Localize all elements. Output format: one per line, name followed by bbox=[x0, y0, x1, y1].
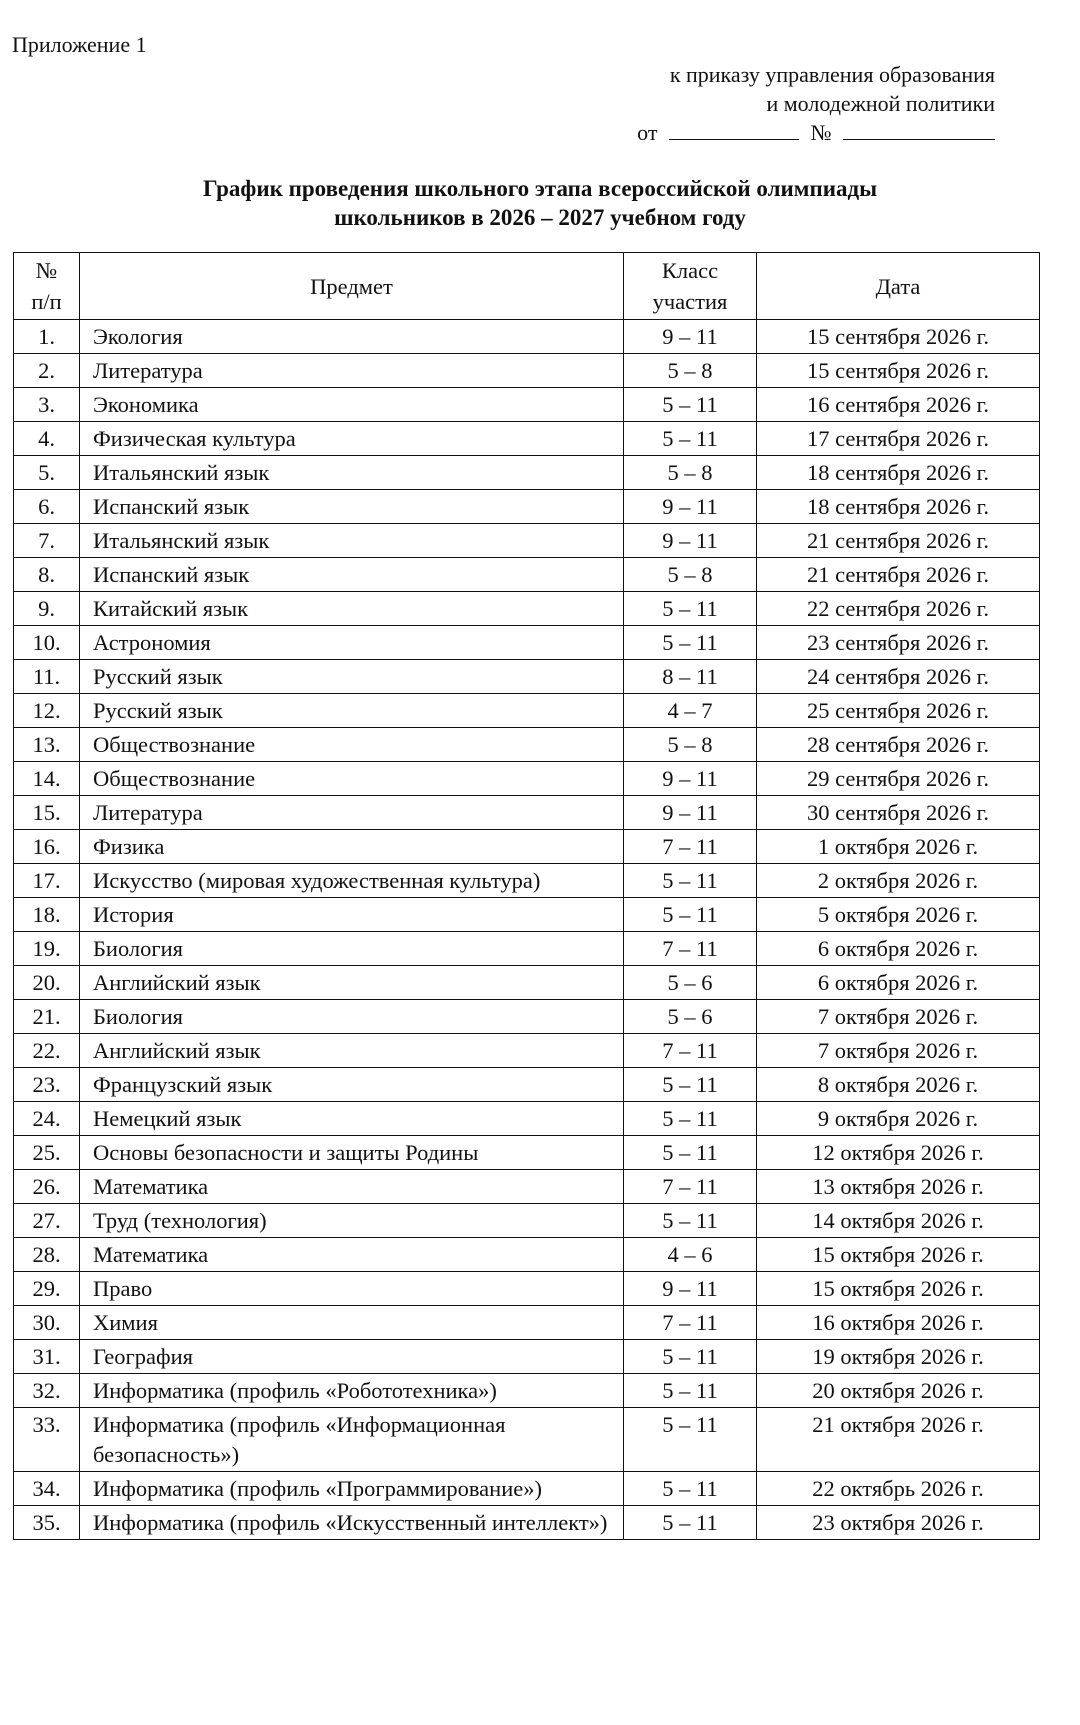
row-number-cell: 33. bbox=[14, 1408, 80, 1472]
subject-cell: Экология bbox=[80, 320, 624, 354]
row-number-cell: 11. bbox=[14, 660, 80, 694]
subject-cell: Астрономия bbox=[80, 626, 624, 660]
column-header-class-line1: Класс bbox=[661, 258, 719, 283]
class-cell: 5 – 11 bbox=[624, 422, 757, 456]
date-cell: 28 сентября 2026 г. bbox=[757, 728, 1040, 762]
row-number-cell: 4. bbox=[14, 422, 80, 456]
table-row bbox=[14, 592, 1040, 626]
table-row bbox=[14, 796, 1040, 830]
date-cell: 15 сентября 2026 г. bbox=[757, 320, 1040, 354]
subject-cell: Право bbox=[80, 1272, 624, 1306]
class-cell: 5 – 11 bbox=[624, 1506, 757, 1540]
date-cell: 5 октября 2026 г. bbox=[757, 898, 1040, 932]
column-header-subject: Предмет bbox=[80, 253, 624, 320]
table-row bbox=[14, 1272, 1040, 1306]
row-number-cell: 7. bbox=[14, 524, 80, 558]
row-number-cell: 8. bbox=[14, 558, 80, 592]
table-row bbox=[14, 1306, 1040, 1340]
table-row bbox=[14, 864, 1040, 898]
date-cell: 23 сентября 2026 г. bbox=[757, 626, 1040, 660]
order-line-1: к приказу управления образования bbox=[669, 62, 995, 87]
date-cell: 1 октября 2026 г. bbox=[757, 830, 1040, 864]
row-number-cell: 5. bbox=[14, 456, 80, 490]
date-cell: 15 сентября 2026 г. bbox=[757, 354, 1040, 388]
row-number-cell: 1. bbox=[14, 320, 80, 354]
date-cell: 6 октября 2026 г. bbox=[757, 932, 1040, 966]
row-number-cell: 24. bbox=[14, 1102, 80, 1136]
title-line-1: График проведения школьного этапа всероссийской олимпиады bbox=[202, 176, 878, 201]
date-cell: 24 сентября 2026 г. bbox=[757, 660, 1040, 694]
date-cell: 22 октябрь 2026 г. bbox=[757, 1472, 1040, 1506]
row-number-cell: 31. bbox=[14, 1340, 80, 1374]
column-header-number-line2: п/п bbox=[31, 289, 62, 314]
column-header-class bbox=[624, 253, 757, 320]
date-cell: 7 октября 2026 г. bbox=[757, 1034, 1040, 1068]
table-row bbox=[14, 1136, 1040, 1170]
table-row bbox=[14, 558, 1040, 592]
table-row bbox=[14, 1204, 1040, 1238]
subject-cell: География bbox=[80, 1340, 624, 1374]
table-header-row bbox=[14, 253, 1040, 320]
class-cell: 5 – 11 bbox=[624, 1204, 757, 1238]
table-row bbox=[14, 830, 1040, 864]
class-cell: 7 – 11 bbox=[624, 1034, 757, 1068]
date-cell: 23 октября 2026 г. bbox=[757, 1506, 1040, 1540]
subject-cell: Обществознание bbox=[80, 762, 624, 796]
class-cell: 9 – 11 bbox=[624, 524, 757, 558]
class-cell: 5 – 11 bbox=[624, 388, 757, 422]
subject-cell: Информатика (профиль «Робототехника») bbox=[80, 1374, 624, 1408]
class-cell: 5 – 11 bbox=[624, 1102, 757, 1136]
table-row bbox=[14, 966, 1040, 1000]
row-number-cell: 25. bbox=[14, 1136, 80, 1170]
date-cell: 6 октября 2026 г. bbox=[757, 966, 1040, 1000]
column-header-number-line1: № bbox=[35, 258, 58, 283]
subject-cell: Немецкий язык bbox=[80, 1102, 624, 1136]
subject-cell: Русский язык bbox=[80, 694, 624, 728]
row-number-cell: 13. bbox=[14, 728, 80, 762]
title-line-2: школьников в 2026 – 2027 учебном году bbox=[334, 205, 746, 230]
document-title bbox=[0, 174, 1080, 232]
row-number-cell: 35. bbox=[14, 1506, 80, 1540]
row-number-cell: 30. bbox=[14, 1306, 80, 1340]
date-cell: 21 октября 2026 г. bbox=[757, 1408, 1040, 1472]
date-cell: 2 октября 2026 г. bbox=[757, 864, 1040, 898]
subject-cell: Испанский язык bbox=[80, 558, 624, 592]
row-number-cell: 10. bbox=[14, 626, 80, 660]
date-cell: 9 октября 2026 г. bbox=[757, 1102, 1040, 1136]
subject-cell: Математика bbox=[80, 1238, 624, 1272]
row-number-cell: 15. bbox=[14, 796, 80, 830]
number-label: № bbox=[810, 120, 832, 145]
class-cell: 8 – 11 bbox=[624, 660, 757, 694]
subject-cell: Литература bbox=[80, 354, 624, 388]
row-number-cell: 29. bbox=[14, 1272, 80, 1306]
column-header-number bbox=[14, 253, 80, 320]
subject-cell: Искусство (мировая художественная культура) bbox=[80, 864, 624, 898]
table-row bbox=[14, 762, 1040, 796]
table-row bbox=[14, 898, 1040, 932]
date-cell: 15 октября 2026 г. bbox=[757, 1272, 1040, 1306]
subject-cell: Французский язык bbox=[80, 1068, 624, 1102]
table-row bbox=[14, 728, 1040, 762]
subject-cell: История bbox=[80, 898, 624, 932]
subject-cell: Информатика (профиль «Искусственный интеллект») bbox=[80, 1506, 624, 1540]
subject-cell: Английский язык bbox=[80, 966, 624, 1000]
column-header-class-line2: участия bbox=[652, 289, 728, 314]
subject-cell: Китайский язык bbox=[80, 592, 624, 626]
row-number-cell: 16. bbox=[14, 830, 80, 864]
row-number-cell: 21. bbox=[14, 1000, 80, 1034]
subject-cell: Итальянский язык bbox=[80, 524, 624, 558]
subject-cell: Физическая культура bbox=[80, 422, 624, 456]
row-number-cell: 23. bbox=[14, 1068, 80, 1102]
row-number-cell: 3. bbox=[14, 388, 80, 422]
order-date-number-line bbox=[637, 118, 995, 147]
subject-cell: Информатика (профиль «Программирование») bbox=[80, 1472, 624, 1506]
class-cell: 5 – 11 bbox=[624, 1472, 757, 1506]
class-cell: 5 – 8 bbox=[624, 354, 757, 388]
subject-cell: Биология bbox=[80, 932, 624, 966]
class-cell: 5 – 11 bbox=[624, 1136, 757, 1170]
subject-cell: Английский язык bbox=[80, 1034, 624, 1068]
class-cell: 5 – 11 bbox=[624, 898, 757, 932]
date-cell: 19 октября 2026 г. bbox=[757, 1340, 1040, 1374]
row-number-cell: 27. bbox=[14, 1204, 80, 1238]
subject-cell: Труд (технология) bbox=[80, 1204, 624, 1238]
table-row bbox=[14, 1408, 1040, 1472]
class-cell: 4 – 7 bbox=[624, 694, 757, 728]
subject-cell: Экономика bbox=[80, 388, 624, 422]
appendix-label: Приложение 1 bbox=[12, 32, 147, 57]
class-cell: 5 – 6 bbox=[624, 1000, 757, 1034]
subject-cell: Химия bbox=[80, 1306, 624, 1340]
row-number-cell: 19. bbox=[14, 932, 80, 966]
date-cell: 16 сентября 2026 г. bbox=[757, 388, 1040, 422]
date-cell: 16 октября 2026 г. bbox=[757, 1306, 1040, 1340]
date-cell: 13 октября 2026 г. bbox=[757, 1170, 1040, 1204]
date-cell: 14 октября 2026 г. bbox=[757, 1204, 1040, 1238]
date-cell: 20 октября 2026 г. bbox=[757, 1374, 1040, 1408]
class-cell: 5 – 8 bbox=[624, 456, 757, 490]
table-row bbox=[14, 1506, 1040, 1540]
class-cell: 7 – 11 bbox=[624, 1170, 757, 1204]
order-line-2: и молодежной политики bbox=[766, 91, 995, 116]
date-cell: 18 сентября 2026 г. bbox=[757, 490, 1040, 524]
date-cell: 29 сентября 2026 г. bbox=[757, 762, 1040, 796]
class-cell: 5 – 11 bbox=[624, 1068, 757, 1102]
table-row bbox=[14, 626, 1040, 660]
subject-cell: Биология bbox=[80, 1000, 624, 1034]
subject-cell: Информатика (профиль «Информационная безопасность») bbox=[80, 1408, 624, 1472]
class-cell: 5 – 11 bbox=[624, 592, 757, 626]
table-row bbox=[14, 1170, 1040, 1204]
table-row bbox=[14, 1472, 1040, 1506]
class-cell: 7 – 11 bbox=[624, 1306, 757, 1340]
date-cell: 7 октября 2026 г. bbox=[757, 1000, 1040, 1034]
class-cell: 9 – 11 bbox=[624, 320, 757, 354]
row-number-cell: 14. bbox=[14, 762, 80, 796]
date-cell: 22 сентября 2026 г. bbox=[757, 592, 1040, 626]
row-number-cell: 22. bbox=[14, 1034, 80, 1068]
column-header-date: Дата bbox=[757, 253, 1040, 320]
from-label: от bbox=[637, 120, 658, 145]
class-cell: 7 – 11 bbox=[624, 830, 757, 864]
row-number-cell: 34. bbox=[14, 1472, 80, 1506]
row-number-cell: 26. bbox=[14, 1170, 80, 1204]
date-cell: 17 сентября 2026 г. bbox=[757, 422, 1040, 456]
class-cell: 4 – 6 bbox=[624, 1238, 757, 1272]
date-cell: 21 сентября 2026 г. bbox=[757, 524, 1040, 558]
class-cell: 5 – 11 bbox=[624, 864, 757, 898]
class-cell: 5 – 11 bbox=[624, 1340, 757, 1374]
row-number-cell: 6. bbox=[14, 490, 80, 524]
table-row bbox=[14, 1068, 1040, 1102]
row-number-cell: 18. bbox=[14, 898, 80, 932]
table-row bbox=[14, 694, 1040, 728]
row-number-cell: 20. bbox=[14, 966, 80, 1000]
table-row bbox=[14, 490, 1040, 524]
row-number-cell: 32. bbox=[14, 1374, 80, 1408]
date-cell: 12 октября 2026 г. bbox=[757, 1136, 1040, 1170]
table-row bbox=[14, 524, 1040, 558]
class-cell: 9 – 11 bbox=[624, 490, 757, 524]
subject-cell: Обществознание bbox=[80, 728, 624, 762]
class-cell: 9 – 11 bbox=[624, 1272, 757, 1306]
date-cell: 21 сентября 2026 г. bbox=[757, 558, 1040, 592]
date-cell: 30 сентября 2026 г. bbox=[757, 796, 1040, 830]
class-cell: 5 – 8 bbox=[624, 558, 757, 592]
class-cell: 7 – 11 bbox=[624, 932, 757, 966]
subject-cell: Основы безопасности и защиты Родины bbox=[80, 1136, 624, 1170]
table-row bbox=[14, 1000, 1040, 1034]
class-cell: 9 – 11 bbox=[624, 762, 757, 796]
class-cell: 5 – 11 bbox=[624, 626, 757, 660]
date-cell: 8 октября 2026 г. bbox=[757, 1068, 1040, 1102]
olympiad-schedule-table bbox=[13, 252, 1040, 1540]
row-number-cell: 9. bbox=[14, 592, 80, 626]
row-number-cell: 17. bbox=[14, 864, 80, 898]
row-number-cell: 28. bbox=[14, 1238, 80, 1272]
table-row bbox=[14, 320, 1040, 354]
table-row bbox=[14, 1374, 1040, 1408]
date-cell: 15 октября 2026 г. bbox=[757, 1238, 1040, 1272]
class-cell: 9 – 11 bbox=[624, 796, 757, 830]
class-cell: 5 – 6 bbox=[624, 966, 757, 1000]
class-cell: 5 – 11 bbox=[624, 1374, 757, 1408]
subject-cell: Испанский язык bbox=[80, 490, 624, 524]
table-row bbox=[14, 1340, 1040, 1374]
subject-cell: Итальянский язык bbox=[80, 456, 624, 490]
subject-cell: Математика bbox=[80, 1170, 624, 1204]
row-number-cell: 12. bbox=[14, 694, 80, 728]
table-row bbox=[14, 354, 1040, 388]
subject-cell: Русский язык bbox=[80, 660, 624, 694]
table-row bbox=[14, 1034, 1040, 1068]
table-row bbox=[14, 932, 1040, 966]
table-row bbox=[14, 1238, 1040, 1272]
class-cell: 5 – 11 bbox=[624, 1408, 757, 1472]
table-row bbox=[14, 660, 1040, 694]
class-cell: 5 – 8 bbox=[624, 728, 757, 762]
table-row bbox=[14, 388, 1040, 422]
table-body bbox=[14, 320, 1040, 1540]
table-row bbox=[14, 422, 1040, 456]
order-reference bbox=[637, 60, 995, 147]
table-row bbox=[14, 1102, 1040, 1136]
date-cell: 25 сентября 2026 г. bbox=[757, 694, 1040, 728]
date-blank bbox=[669, 119, 799, 140]
row-number-cell: 2. bbox=[14, 354, 80, 388]
number-blank bbox=[843, 119, 995, 140]
subject-cell: Литература bbox=[80, 796, 624, 830]
date-cell: 18 сентября 2026 г. bbox=[757, 456, 1040, 490]
subject-cell: Физика bbox=[80, 830, 624, 864]
table-row bbox=[14, 456, 1040, 490]
